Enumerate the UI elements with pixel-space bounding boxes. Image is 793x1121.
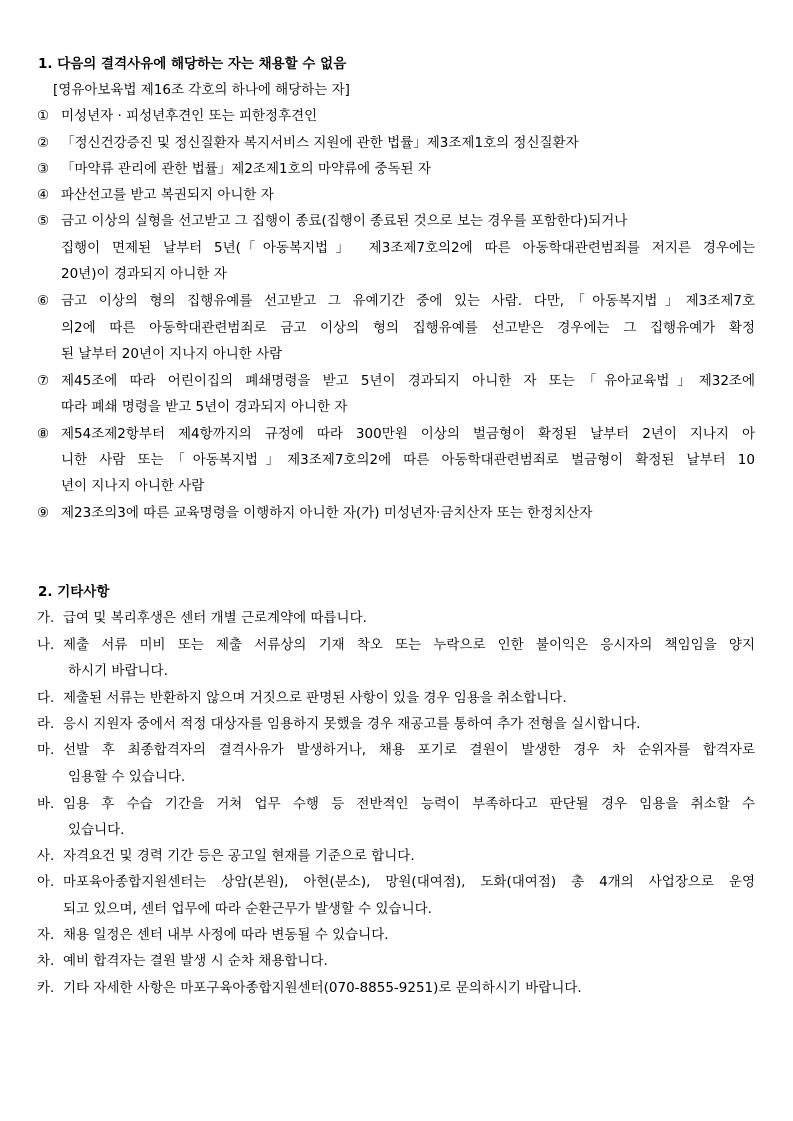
item-mark: 나. [37, 637, 55, 653]
item-mark: 차. [37, 953, 55, 969]
item-mark: ⑨ [37, 505, 50, 521]
item-mark: 카. [37, 980, 55, 996]
item-line: 자격요건 및 경력 기간 등은 공고일 현재를 기준으로 합니다. [63, 848, 415, 864]
item-line: 기타 자세한 사항은 마포구육아종합지원센터(070-8855-9251)로 문의하시기 바랍니다. [63, 980, 582, 996]
item-mark: 다. [37, 690, 55, 706]
item-line: 금고 이상의 실형을 선고받고 그 집행이 종료(집행이 종료된 것으로 보는 경우를 포함한다)되거나 [61, 213, 628, 229]
item-mark: 라. [37, 716, 55, 732]
item-mark: ⑥ [37, 293, 50, 309]
item-line: 제출된 서류는 반환하지 않으며 거짓으로 판명된 사항이 있을 경우 임용을 취소합니다. [63, 690, 567, 706]
item-mark: ⑤ [37, 213, 50, 229]
item-line: 임용할 수 있습니다. [68, 769, 186, 785]
item-line: 하시기 바랍니다. [68, 663, 168, 679]
item-mark: ③ [37, 161, 50, 177]
section1-heading: 1. 다음의 결격사유에 해당하는 자는 채용할 수 없음 [38, 56, 347, 72]
item-line: 「정신건강증진 및 정신질환자 복지서비스 지원에 관한 법률」제3조제1호의 정신질환자 [61, 135, 579, 151]
item-line: 「마약류 관리에 관한 법률」제2조제1호의 마약류에 중독된 자 [61, 161, 431, 177]
item-line: 집행이 면제된 날부터 5년(「아동복지법」 제3조제7호의2에 따른 아동학대관련범죄를 저지른 경우에는 [61, 240, 755, 256]
item-mark: 가. [37, 610, 55, 626]
section2-heading: 2. 기타사항 [38, 584, 110, 600]
item-line: 미성년자 · 피성년후견인 또는 피한정후견인 [61, 108, 318, 124]
item-line: 따라 폐쇄 명령을 받고 5년이 경과되지 아니한 자 [61, 399, 348, 415]
item-mark: 마. [37, 742, 55, 758]
item-line: 선발 후 최종합격자의 결격사유가 발생하거나, 채용 포기로 결원이 발생한 경우 차 순위자를 합격자로 [63, 742, 755, 758]
item-line: 20년)이 경과되지 아니한 자 [61, 266, 227, 282]
item-line: 파산선고를 받고 복권되지 아니한 자 [61, 187, 274, 203]
item-line: 된 날부터 20년이 지나지 아니한 사람 [61, 346, 283, 362]
item-mark: 사. [37, 848, 55, 864]
item-mark: ⑦ [37, 373, 50, 389]
item-line: 급여 및 복리후생은 센터 개별 근로계약에 따릅니다. [63, 610, 367, 626]
section1-subheading: [영유아보육법 제16조 각호의 하나에 해당하는 자] [53, 82, 350, 98]
item-line: 채용 일정은 센터 내부 사정에 따라 변동될 수 있습니다. [63, 927, 389, 943]
item-line: 제45조에 따라 어린이집의 폐쇄명령을 받고 5년이 경과되지 아니한 자 또는「유아교육법」제32조에 [61, 373, 755, 389]
item-mark: 아. [37, 874, 55, 890]
item-line: 있습니다. [68, 822, 125, 838]
item-line: 예비 합격자는 결원 발생 시 순차 채용합니다. [63, 953, 328, 969]
item-line: 임용 후 수습 기간을 거쳐 업무 수행 등 전반적인 능력이 부족하다고 판단될 경우 임용을 취소할 수 [63, 796, 755, 812]
item-line: 금고 이상의 형의 집행유예를 선고받고 그 유예기간 중에 있는 사람. 다만,「아동복지법」제3조제7호 [61, 293, 755, 309]
item-line: 제23조의3에 따른 교육명령을 이행하지 아니한 자(가) 미성년자·금치산자 또는 한정치산자 [61, 505, 593, 521]
item-line: 니한 사람 또는「아동복지법」제3조제7호의2에 따른 아동학대관련범죄로 벌금형이 확정된 날부터 10 [61, 452, 755, 468]
item-line: 마포육아종합지원센터는 상암(본원), 아현(분소), 망원(대여점), 도화(대여점) 총 4개의 사업장으로 운영 [63, 874, 755, 890]
item-mark: 바. [37, 796, 55, 812]
item-mark: ④ [37, 187, 50, 203]
item-mark: ① [37, 108, 50, 124]
item-line: 응시 지원자 중에서 적정 대상자를 임용하지 못했을 경우 재공고를 통하여 추가 전형을 실시합니다. [63, 716, 641, 732]
item-line: 되고 있으며, 센터 업무에 따라 순환근무가 발생할 수 있습니다. [63, 901, 432, 917]
item-line: 제54조제2항부터 제4항까지의 규정에 따라 300만원 이상의 벌금형이 확정된 날부터 2년이 지나지 아 [61, 426, 755, 442]
item-line: 의2에 따른 아동학대관련범죄로 금고 이상의 형의 집행유예를 선고받은 경우에는 그 집행유예가 확정 [61, 320, 755, 336]
item-line: 제출 서류 미비 또는 제출 서류상의 기재 착오 또는 누락으로 인한 불이익은 응시자의 책임임을 양지 [63, 637, 755, 653]
item-mark: ⑧ [37, 426, 50, 442]
item-mark: 자. [37, 927, 55, 943]
item-line: 년이 지나지 아니한 사람 [61, 478, 205, 494]
item-mark: ② [37, 135, 50, 151]
